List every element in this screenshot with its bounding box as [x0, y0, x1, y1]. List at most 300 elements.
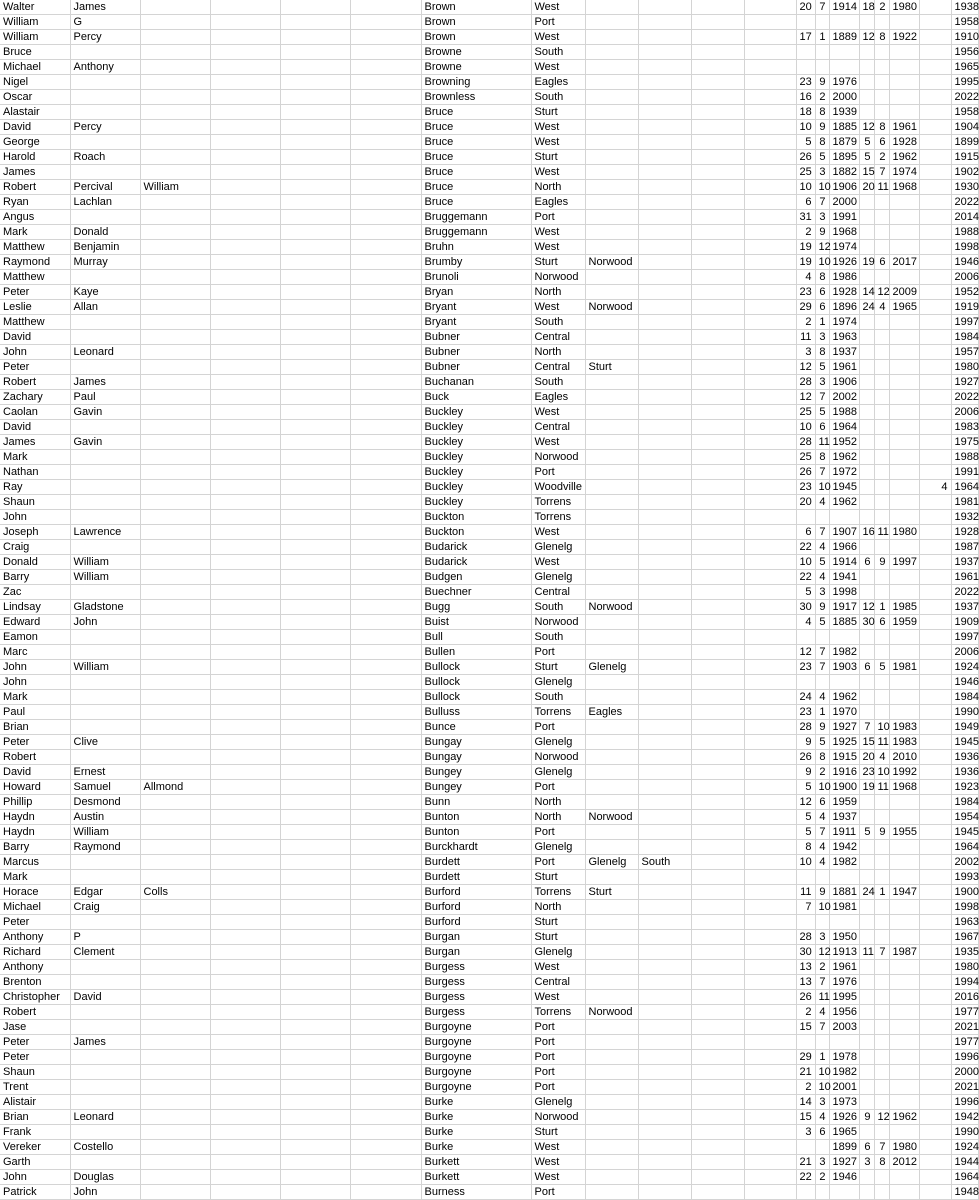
table-cell[interactable]	[585, 180, 638, 195]
table-cell[interactable]: 25	[796, 405, 815, 420]
table-cell[interactable]	[744, 810, 796, 825]
table-cell[interactable]	[638, 720, 691, 735]
table-cell[interactable]: 1885	[829, 120, 859, 135]
table-cell[interactable]	[691, 555, 744, 570]
table-cell[interactable]: 4	[815, 495, 829, 510]
table-cell[interactable]	[744, 1185, 796, 1200]
table-cell[interactable]: 2012	[889, 1155, 919, 1170]
table-cell[interactable]	[919, 360, 951, 375]
table-cell[interactable]	[70, 1020, 140, 1035]
table-cell[interactable]	[638, 75, 691, 90]
table-cell[interactable]	[350, 330, 421, 345]
table-cell[interactable]: 1932	[951, 510, 978, 525]
table-cell[interactable]	[744, 1035, 796, 1050]
table-cell[interactable]: Norwood	[585, 255, 638, 270]
table-cell[interactable]	[140, 540, 210, 555]
table-cell[interactable]	[744, 195, 796, 210]
table-cell[interactable]	[280, 390, 350, 405]
table-cell[interactable]	[859, 960, 874, 975]
table-cell[interactable]	[874, 1005, 889, 1020]
table-cell[interactable]	[744, 525, 796, 540]
table-cell[interactable]	[210, 390, 280, 405]
table-cell[interactable]: 10	[874, 765, 889, 780]
table-cell[interactable]: 11	[796, 330, 815, 345]
table-cell[interactable]	[815, 1140, 829, 1155]
table-cell[interactable]	[210, 285, 280, 300]
table-cell[interactable]: Percy	[70, 30, 140, 45]
table-cell[interactable]	[210, 675, 280, 690]
table-cell[interactable]	[919, 225, 951, 240]
table-cell[interactable]	[638, 105, 691, 120]
table-cell[interactable]	[210, 225, 280, 240]
table-cell[interactable]	[889, 315, 919, 330]
table-cell[interactable]	[859, 315, 874, 330]
table-cell[interactable]: 25	[796, 165, 815, 180]
table-cell[interactable]	[140, 810, 210, 825]
table-cell[interactable]: Buckton	[421, 525, 531, 540]
table-cell[interactable]: Christopher	[0, 990, 70, 1005]
table-cell[interactable]: Burgoyne	[421, 1035, 531, 1050]
table-cell[interactable]: Brown	[421, 0, 531, 15]
table-cell[interactable]	[70, 480, 140, 495]
table-cell[interactable]: Sturt	[531, 105, 585, 120]
table-cell[interactable]: 1964	[951, 1170, 978, 1185]
table-cell[interactable]	[919, 600, 951, 615]
table-cell[interactable]	[140, 105, 210, 120]
table-cell[interactable]: 4	[815, 810, 829, 825]
table-cell[interactable]: Eamon	[0, 630, 70, 645]
table-cell[interactable]	[280, 435, 350, 450]
table-cell[interactable]: 9	[815, 120, 829, 135]
table-cell[interactable]	[280, 360, 350, 375]
table-cell[interactable]	[210, 330, 280, 345]
table-cell[interactable]: Port	[531, 1065, 585, 1080]
table-cell[interactable]	[919, 825, 951, 840]
table-cell[interactable]	[829, 870, 859, 885]
table-cell[interactable]	[919, 555, 951, 570]
table-cell[interactable]: South	[531, 45, 585, 60]
table-cell[interactable]: 10	[796, 855, 815, 870]
table-cell[interactable]	[919, 465, 951, 480]
table-cell[interactable]	[691, 1110, 744, 1125]
table-cell[interactable]	[638, 840, 691, 855]
table-cell[interactable]	[280, 735, 350, 750]
table-cell[interactable]: West	[531, 165, 585, 180]
table-cell[interactable]	[889, 195, 919, 210]
table-cell[interactable]	[874, 405, 889, 420]
table-cell[interactable]	[585, 750, 638, 765]
table-cell[interactable]	[210, 975, 280, 990]
table-cell[interactable]: 1927	[829, 1155, 859, 1170]
table-cell[interactable]: 2	[874, 150, 889, 165]
table-cell[interactable]	[829, 45, 859, 60]
table-cell[interactable]	[859, 915, 874, 930]
table-cell[interactable]	[210, 420, 280, 435]
table-cell[interactable]: Oscar	[0, 90, 70, 105]
table-cell[interactable]: 1977	[951, 1005, 978, 1020]
table-cell[interactable]	[638, 675, 691, 690]
table-cell[interactable]	[70, 675, 140, 690]
table-cell[interactable]: 1998	[951, 240, 978, 255]
table-cell[interactable]: Eagles	[531, 195, 585, 210]
table-cell[interactable]: Donald	[70, 225, 140, 240]
table-cell[interactable]: 1997	[951, 630, 978, 645]
table-cell[interactable]	[691, 720, 744, 735]
table-cell[interactable]: John	[0, 1170, 70, 1185]
table-cell[interactable]: William	[70, 555, 140, 570]
table-cell[interactable]: Gladstone	[70, 600, 140, 615]
table-cell[interactable]	[350, 120, 421, 135]
table-cell[interactable]: 2022	[951, 195, 978, 210]
table-cell[interactable]	[140, 1065, 210, 1080]
table-cell[interactable]: 6	[815, 795, 829, 810]
table-cell[interactable]	[210, 435, 280, 450]
table-cell[interactable]: 1942	[951, 1110, 978, 1125]
table-cell[interactable]: Caolan	[0, 405, 70, 420]
table-cell[interactable]: Port	[531, 720, 585, 735]
table-cell[interactable]: 1937	[951, 600, 978, 615]
table-cell[interactable]	[280, 105, 350, 120]
table-cell[interactable]	[280, 540, 350, 555]
table-cell[interactable]	[744, 75, 796, 90]
table-cell[interactable]	[280, 330, 350, 345]
table-cell[interactable]	[585, 210, 638, 225]
table-cell[interactable]: Zac	[0, 585, 70, 600]
table-cell[interactable]	[744, 1110, 796, 1125]
table-cell[interactable]: Port	[531, 1035, 585, 1050]
table-cell[interactable]	[140, 240, 210, 255]
table-cell[interactable]	[210, 315, 280, 330]
table-cell[interactable]	[691, 1170, 744, 1185]
table-cell[interactable]	[638, 555, 691, 570]
table-cell[interactable]	[280, 120, 350, 135]
table-cell[interactable]	[874, 810, 889, 825]
table-cell[interactable]	[585, 1185, 638, 1200]
table-cell[interactable]	[140, 675, 210, 690]
table-cell[interactable]	[919, 75, 951, 90]
table-cell[interactable]: South	[531, 315, 585, 330]
table-cell[interactable]: Burgess	[421, 960, 531, 975]
table-cell[interactable]	[350, 540, 421, 555]
table-cell[interactable]: 1885	[829, 615, 859, 630]
table-cell[interactable]: Port	[531, 780, 585, 795]
table-cell[interactable]	[744, 405, 796, 420]
table-cell[interactable]: Burgoyne	[421, 1050, 531, 1065]
table-cell[interactable]: 1988	[829, 405, 859, 420]
table-cell[interactable]	[350, 1110, 421, 1125]
table-cell[interactable]: 1935	[951, 945, 978, 960]
table-cell[interactable]	[691, 510, 744, 525]
table-cell[interactable]	[874, 210, 889, 225]
table-cell[interactable]: Buckley	[421, 450, 531, 465]
table-cell[interactable]	[350, 765, 421, 780]
table-cell[interactable]: 1879	[829, 135, 859, 150]
table-cell[interactable]	[70, 1005, 140, 1020]
table-cell[interactable]	[585, 870, 638, 885]
table-cell[interactable]: G	[70, 15, 140, 30]
table-cell[interactable]: 26	[796, 990, 815, 1005]
table-cell[interactable]	[210, 1065, 280, 1080]
table-cell[interactable]: David	[0, 330, 70, 345]
table-cell[interactable]	[280, 240, 350, 255]
table-cell[interactable]: 13	[796, 960, 815, 975]
table-cell[interactable]: North	[531, 180, 585, 195]
table-cell[interactable]: 7	[796, 900, 815, 915]
table-cell[interactable]	[140, 690, 210, 705]
table-cell[interactable]: James	[0, 165, 70, 180]
table-cell[interactable]: Lindsay	[0, 600, 70, 615]
table-cell[interactable]	[919, 1080, 951, 1095]
table-cell[interactable]: Shaun	[0, 1065, 70, 1080]
table-cell[interactable]	[140, 360, 210, 375]
table-cell[interactable]	[919, 255, 951, 270]
table-cell[interactable]: 6	[815, 300, 829, 315]
table-cell[interactable]: 1952	[951, 285, 978, 300]
table-cell[interactable]	[140, 1155, 210, 1170]
table-cell[interactable]	[815, 15, 829, 30]
table-cell[interactable]	[638, 525, 691, 540]
table-cell[interactable]	[874, 570, 889, 585]
table-cell[interactable]: Richard	[0, 945, 70, 960]
table-cell[interactable]	[638, 210, 691, 225]
table-cell[interactable]: Bullen	[421, 645, 531, 660]
table-cell[interactable]	[585, 690, 638, 705]
table-cell[interactable]	[874, 270, 889, 285]
table-cell[interactable]: Norwood	[585, 300, 638, 315]
table-cell[interactable]	[889, 570, 919, 585]
table-cell[interactable]	[638, 255, 691, 270]
table-cell[interactable]	[350, 750, 421, 765]
table-cell[interactable]: 1983	[889, 720, 919, 735]
table-cell[interactable]	[140, 600, 210, 615]
table-cell[interactable]	[919, 885, 951, 900]
table-cell[interactable]	[691, 795, 744, 810]
table-cell[interactable]	[638, 330, 691, 345]
table-cell[interactable]: 9	[796, 765, 815, 780]
table-cell[interactable]: 2	[796, 315, 815, 330]
table-cell[interactable]	[919, 375, 951, 390]
table-cell[interactable]	[140, 60, 210, 75]
table-cell[interactable]: 1900	[829, 780, 859, 795]
table-cell[interactable]	[874, 1020, 889, 1035]
table-cell[interactable]	[280, 945, 350, 960]
table-cell[interactable]: South	[638, 855, 691, 870]
table-cell[interactable]: 9	[815, 600, 829, 615]
table-cell[interactable]	[350, 360, 421, 375]
table-cell[interactable]	[210, 870, 280, 885]
table-cell[interactable]: 15	[796, 1020, 815, 1035]
table-cell[interactable]: Port	[531, 1020, 585, 1035]
table-cell[interactable]	[859, 645, 874, 660]
table-cell[interactable]	[874, 855, 889, 870]
table-cell[interactable]: 24	[859, 300, 874, 315]
table-cell[interactable]: South	[531, 90, 585, 105]
table-cell[interactable]: Mark	[0, 225, 70, 240]
table-cell[interactable]	[874, 360, 889, 375]
table-cell[interactable]	[280, 1050, 350, 1065]
table-cell[interactable]	[70, 540, 140, 555]
table-cell[interactable]	[140, 1050, 210, 1065]
table-cell[interactable]	[859, 675, 874, 690]
table-cell[interactable]: Burgoyne	[421, 1065, 531, 1080]
table-cell[interactable]: Port	[531, 465, 585, 480]
table-cell[interactable]	[889, 270, 919, 285]
table-cell[interactable]	[585, 990, 638, 1005]
table-cell[interactable]: 2	[815, 1170, 829, 1185]
table-cell[interactable]	[638, 375, 691, 390]
table-cell[interactable]	[140, 765, 210, 780]
table-cell[interactable]	[889, 585, 919, 600]
table-cell[interactable]	[744, 1080, 796, 1095]
table-cell[interactable]: Torrens	[531, 705, 585, 720]
table-cell[interactable]: Buist	[421, 615, 531, 630]
table-cell[interactable]: 1955	[889, 825, 919, 840]
table-cell[interactable]	[638, 1020, 691, 1035]
table-cell[interactable]	[350, 0, 421, 15]
table-cell[interactable]	[140, 870, 210, 885]
table-cell[interactable]	[638, 90, 691, 105]
table-cell[interactable]: Bruce	[421, 195, 531, 210]
table-cell[interactable]	[919, 210, 951, 225]
table-cell[interactable]: 2021	[951, 1080, 978, 1095]
table-cell[interactable]	[70, 1080, 140, 1095]
table-cell[interactable]: 20	[859, 180, 874, 195]
table-cell[interactable]	[140, 930, 210, 945]
table-cell[interactable]	[140, 420, 210, 435]
table-cell[interactable]: 24	[796, 690, 815, 705]
table-cell[interactable]	[585, 420, 638, 435]
table-cell[interactable]: Buckley	[421, 435, 531, 450]
table-cell[interactable]	[744, 105, 796, 120]
table-cell[interactable]	[744, 1170, 796, 1185]
table-cell[interactable]	[919, 285, 951, 300]
table-cell[interactable]: Peter	[0, 735, 70, 750]
table-cell[interactable]: 1974	[889, 165, 919, 180]
table-cell[interactable]: 10	[815, 1065, 829, 1080]
table-cell[interactable]	[744, 315, 796, 330]
table-cell[interactable]: Bruggemann	[421, 225, 531, 240]
table-cell[interactable]	[919, 570, 951, 585]
table-cell[interactable]	[585, 495, 638, 510]
table-cell[interactable]	[585, 615, 638, 630]
table-cell[interactable]	[140, 510, 210, 525]
table-cell[interactable]	[280, 765, 350, 780]
table-cell[interactable]	[638, 1080, 691, 1095]
table-cell[interactable]	[280, 600, 350, 615]
table-cell[interactable]: Norwood	[531, 750, 585, 765]
table-cell[interactable]	[585, 120, 638, 135]
table-cell[interactable]	[350, 1185, 421, 1200]
table-cell[interactable]	[874, 450, 889, 465]
table-cell[interactable]	[70, 1125, 140, 1140]
table-cell[interactable]	[744, 690, 796, 705]
table-cell[interactable]	[350, 315, 421, 330]
table-cell[interactable]: 1937	[829, 345, 859, 360]
table-cell[interactable]	[889, 810, 919, 825]
table-cell[interactable]	[350, 735, 421, 750]
table-cell[interactable]	[691, 255, 744, 270]
table-cell[interactable]: 1945	[829, 480, 859, 495]
table-cell[interactable]: West	[531, 120, 585, 135]
table-cell[interactable]	[859, 465, 874, 480]
table-cell[interactable]	[815, 1185, 829, 1200]
table-cell[interactable]	[210, 375, 280, 390]
table-cell[interactable]	[638, 1095, 691, 1110]
table-cell[interactable]	[744, 720, 796, 735]
table-cell[interactable]	[859, 630, 874, 645]
table-cell[interactable]: Glenelg	[531, 540, 585, 555]
table-cell[interactable]	[638, 60, 691, 75]
table-cell[interactable]	[744, 900, 796, 915]
table-cell[interactable]: Bruce	[421, 180, 531, 195]
table-cell[interactable]	[210, 795, 280, 810]
table-cell[interactable]	[796, 1140, 815, 1155]
table-cell[interactable]: 10	[796, 420, 815, 435]
table-cell[interactable]	[638, 435, 691, 450]
table-cell[interactable]: 1	[815, 30, 829, 45]
table-cell[interactable]: 14	[859, 285, 874, 300]
table-cell[interactable]	[585, 0, 638, 15]
table-cell[interactable]	[210, 75, 280, 90]
table-cell[interactable]	[889, 540, 919, 555]
table-cell[interactable]: Roach	[70, 150, 140, 165]
table-cell[interactable]: 4	[796, 615, 815, 630]
table-cell[interactable]	[585, 930, 638, 945]
table-cell[interactable]: Eagles	[531, 390, 585, 405]
table-cell[interactable]	[70, 1050, 140, 1065]
table-cell[interactable]	[889, 60, 919, 75]
table-cell[interactable]	[874, 1185, 889, 1200]
table-cell[interactable]	[280, 135, 350, 150]
table-cell[interactable]	[350, 105, 421, 120]
table-cell[interactable]	[744, 570, 796, 585]
table-cell[interactable]: 1	[815, 705, 829, 720]
table-cell[interactable]	[585, 60, 638, 75]
table-cell[interactable]: 1984	[951, 330, 978, 345]
table-cell[interactable]	[815, 45, 829, 60]
table-cell[interactable]	[638, 240, 691, 255]
table-cell[interactable]	[210, 780, 280, 795]
table-cell[interactable]	[280, 645, 350, 660]
table-cell[interactable]	[874, 540, 889, 555]
table-cell[interactable]: 3	[815, 375, 829, 390]
table-cell[interactable]	[874, 105, 889, 120]
table-cell[interactable]	[210, 525, 280, 540]
table-cell[interactable]: Lawrence	[70, 525, 140, 540]
table-cell[interactable]	[280, 960, 350, 975]
table-cell[interactable]	[350, 615, 421, 630]
table-cell[interactable]: 9	[874, 555, 889, 570]
table-cell[interactable]	[691, 120, 744, 135]
table-cell[interactable]	[280, 150, 350, 165]
table-cell[interactable]	[691, 405, 744, 420]
table-cell[interactable]	[691, 855, 744, 870]
table-cell[interactable]: 1942	[829, 840, 859, 855]
table-cell[interactable]	[280, 690, 350, 705]
table-cell[interactable]: 11	[874, 180, 889, 195]
table-cell[interactable]: John	[0, 510, 70, 525]
table-cell[interactable]	[210, 345, 280, 360]
table-cell[interactable]: 16	[859, 525, 874, 540]
table-cell[interactable]	[280, 495, 350, 510]
table-cell[interactable]: 23	[796, 75, 815, 90]
table-cell[interactable]	[140, 375, 210, 390]
table-cell[interactable]	[585, 165, 638, 180]
table-cell[interactable]: 1899	[951, 135, 978, 150]
table-cell[interactable]: 1900	[951, 885, 978, 900]
table-cell[interactable]	[210, 585, 280, 600]
table-cell[interactable]	[140, 330, 210, 345]
